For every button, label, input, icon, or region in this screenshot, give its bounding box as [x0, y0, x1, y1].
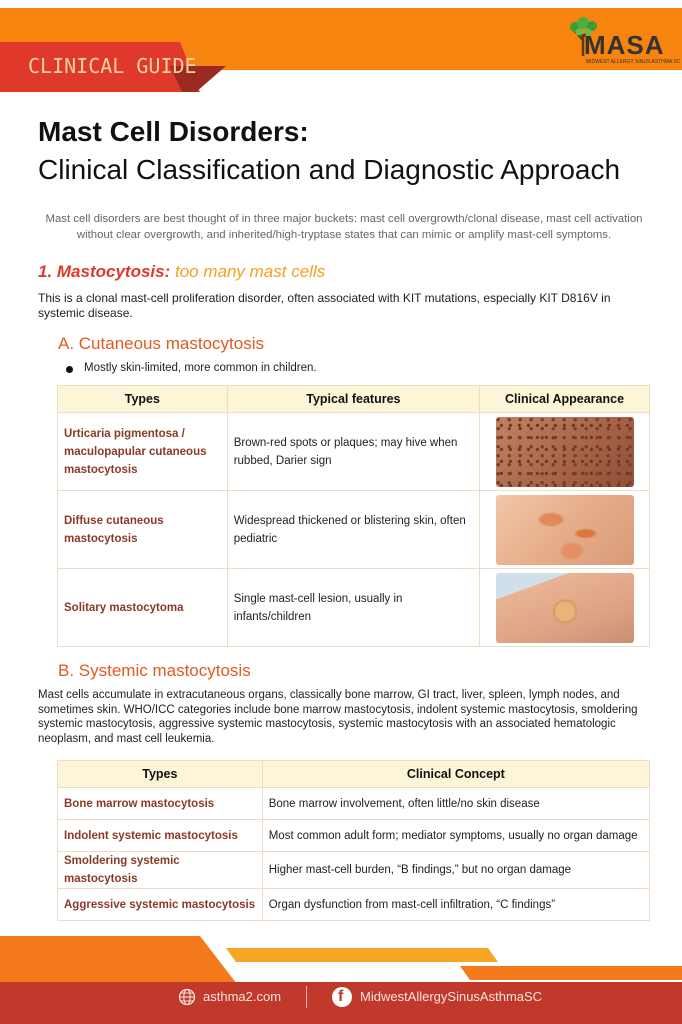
type-cell: Smoldering systemic mastocytosis	[58, 852, 263, 889]
table-row	[58, 852, 650, 889]
column-header: Types	[58, 386, 228, 413]
table-row	[58, 491, 650, 569]
table-row	[58, 788, 650, 820]
cutaneous-table	[57, 385, 650, 647]
table-row	[58, 569, 650, 647]
table-header-row	[58, 386, 650, 413]
footer-stripe	[460, 966, 682, 980]
table-row	[58, 889, 650, 921]
header-top-strip	[0, 0, 682, 8]
features-cell: Widespread thickened or blistering skin, often pediatric	[227, 491, 479, 569]
column-header: Typical features	[227, 386, 479, 413]
table-row	[58, 413, 650, 491]
type-cell: Bone marrow mastocytosis	[58, 788, 263, 820]
clinical-guide-label: CLINICAL GUIDE	[28, 54, 197, 78]
masa-logo	[560, 12, 681, 68]
appearance-cell	[480, 569, 650, 647]
column-header: Types	[58, 761, 263, 788]
section-heading-main: 1. Mastocytosis:	[38, 262, 171, 281]
page-subtitle: Clinical Classification and Diagnostic Approach	[38, 154, 621, 185]
appearance-cell	[480, 491, 650, 569]
logo-subtitle: MIDWEST ALLERGY SINUS ASTHMA SC	[586, 59, 681, 65]
type-cell: Aggressive systemic mastocytosis	[58, 889, 263, 921]
type-cell: Urticaria pigmentosa / maculopapular cutaneous mastocytosis	[58, 413, 228, 491]
section-heading-light: too many mast cells	[175, 262, 326, 281]
footer-orange-shape	[0, 936, 682, 988]
section-heading-mastocytosis	[38, 262, 325, 282]
concept-cell: Higher mast-cell burden, “B findings,” but no organ damage	[262, 852, 649, 889]
footer-website-link[interactable]: asthma2.com	[203, 989, 282, 1004]
footer-facebook-link[interactable]: MidwestAllergySinusAsthmaSC	[360, 989, 543, 1004]
page-title: Mast Cell Disorders:	[38, 116, 309, 147]
clinical-photo-diffuse-cutaneous	[496, 495, 634, 565]
bullet-dot	[66, 366, 73, 373]
footer-divider	[306, 986, 307, 1008]
section-paragraph: This is a clonal mast-cell proliferation disorder, often associated with KIT mutations, especially KIT D816V in systemic disease.	[38, 291, 611, 320]
subheading-systemic: B. Systemic mastocytosis	[58, 661, 251, 680]
subheading-cutaneous: A. Cutaneous mastocytosis	[58, 334, 264, 353]
intro-paragraph: Mast cell disorders are best thought of in three major buckets: mast cell overgrowth/clonal disease, mast cell activation without clear overgrowth, and inherited/high-tryptase states that can mimic or amplify mast-cell symptoms.	[45, 213, 643, 241]
type-cell: Diffuse cutaneous mastocytosis	[58, 491, 228, 569]
facebook-icon: f	[332, 987, 352, 1007]
clinical-photo-urticaria-pigmentosa	[496, 417, 634, 487]
table-header-row	[58, 761, 650, 788]
column-header: Clinical Concept	[262, 761, 649, 788]
systemic-table	[57, 760, 650, 921]
globe-icon	[178, 988, 196, 1006]
type-cell: Indolent systemic mastocytosis	[58, 820, 263, 852]
column-header: Clinical Appearance	[480, 386, 650, 413]
concept-cell: Most common adult form; mediator symptoms, usually no organ damage	[262, 820, 649, 852]
bullet-text: Mostly skin-limited, more common in children.	[84, 362, 317, 374]
appearance-cell	[480, 413, 650, 491]
logo-text: MASA	[584, 30, 665, 60]
concept-cell: Bone marrow involvement, often little/no skin disease	[262, 788, 649, 820]
table-row	[58, 820, 650, 852]
systemic-paragraph: Mast cells accumulate in extracutaneous organs, classically bone marrow, GI tract, liver, spleen, lymph nodes, and sometimes skin. WHO/ICC categories include bone marrow mastocytosis, indolent systemic mastocytosis, smoldering systemic mastocytosis, aggressive systemic mastocytosis, systemic mastocytosis with an associated hematologic neoplasm, and mast cell leukemia.	[38, 689, 638, 745]
type-cell: Solitary mastocytoma	[58, 569, 228, 647]
clinical-photo-solitary-mastocytoma	[496, 573, 634, 643]
features-cell: Single mast-cell lesion, usually in infants/children	[227, 569, 479, 647]
footer-stripe	[226, 948, 498, 962]
features-cell: Brown-red spots or plaques; may hive when rubbed, Darier sign	[227, 413, 479, 491]
concept-cell: Organ dysfunction from mast-cell infiltration, “C findings”	[262, 889, 649, 921]
